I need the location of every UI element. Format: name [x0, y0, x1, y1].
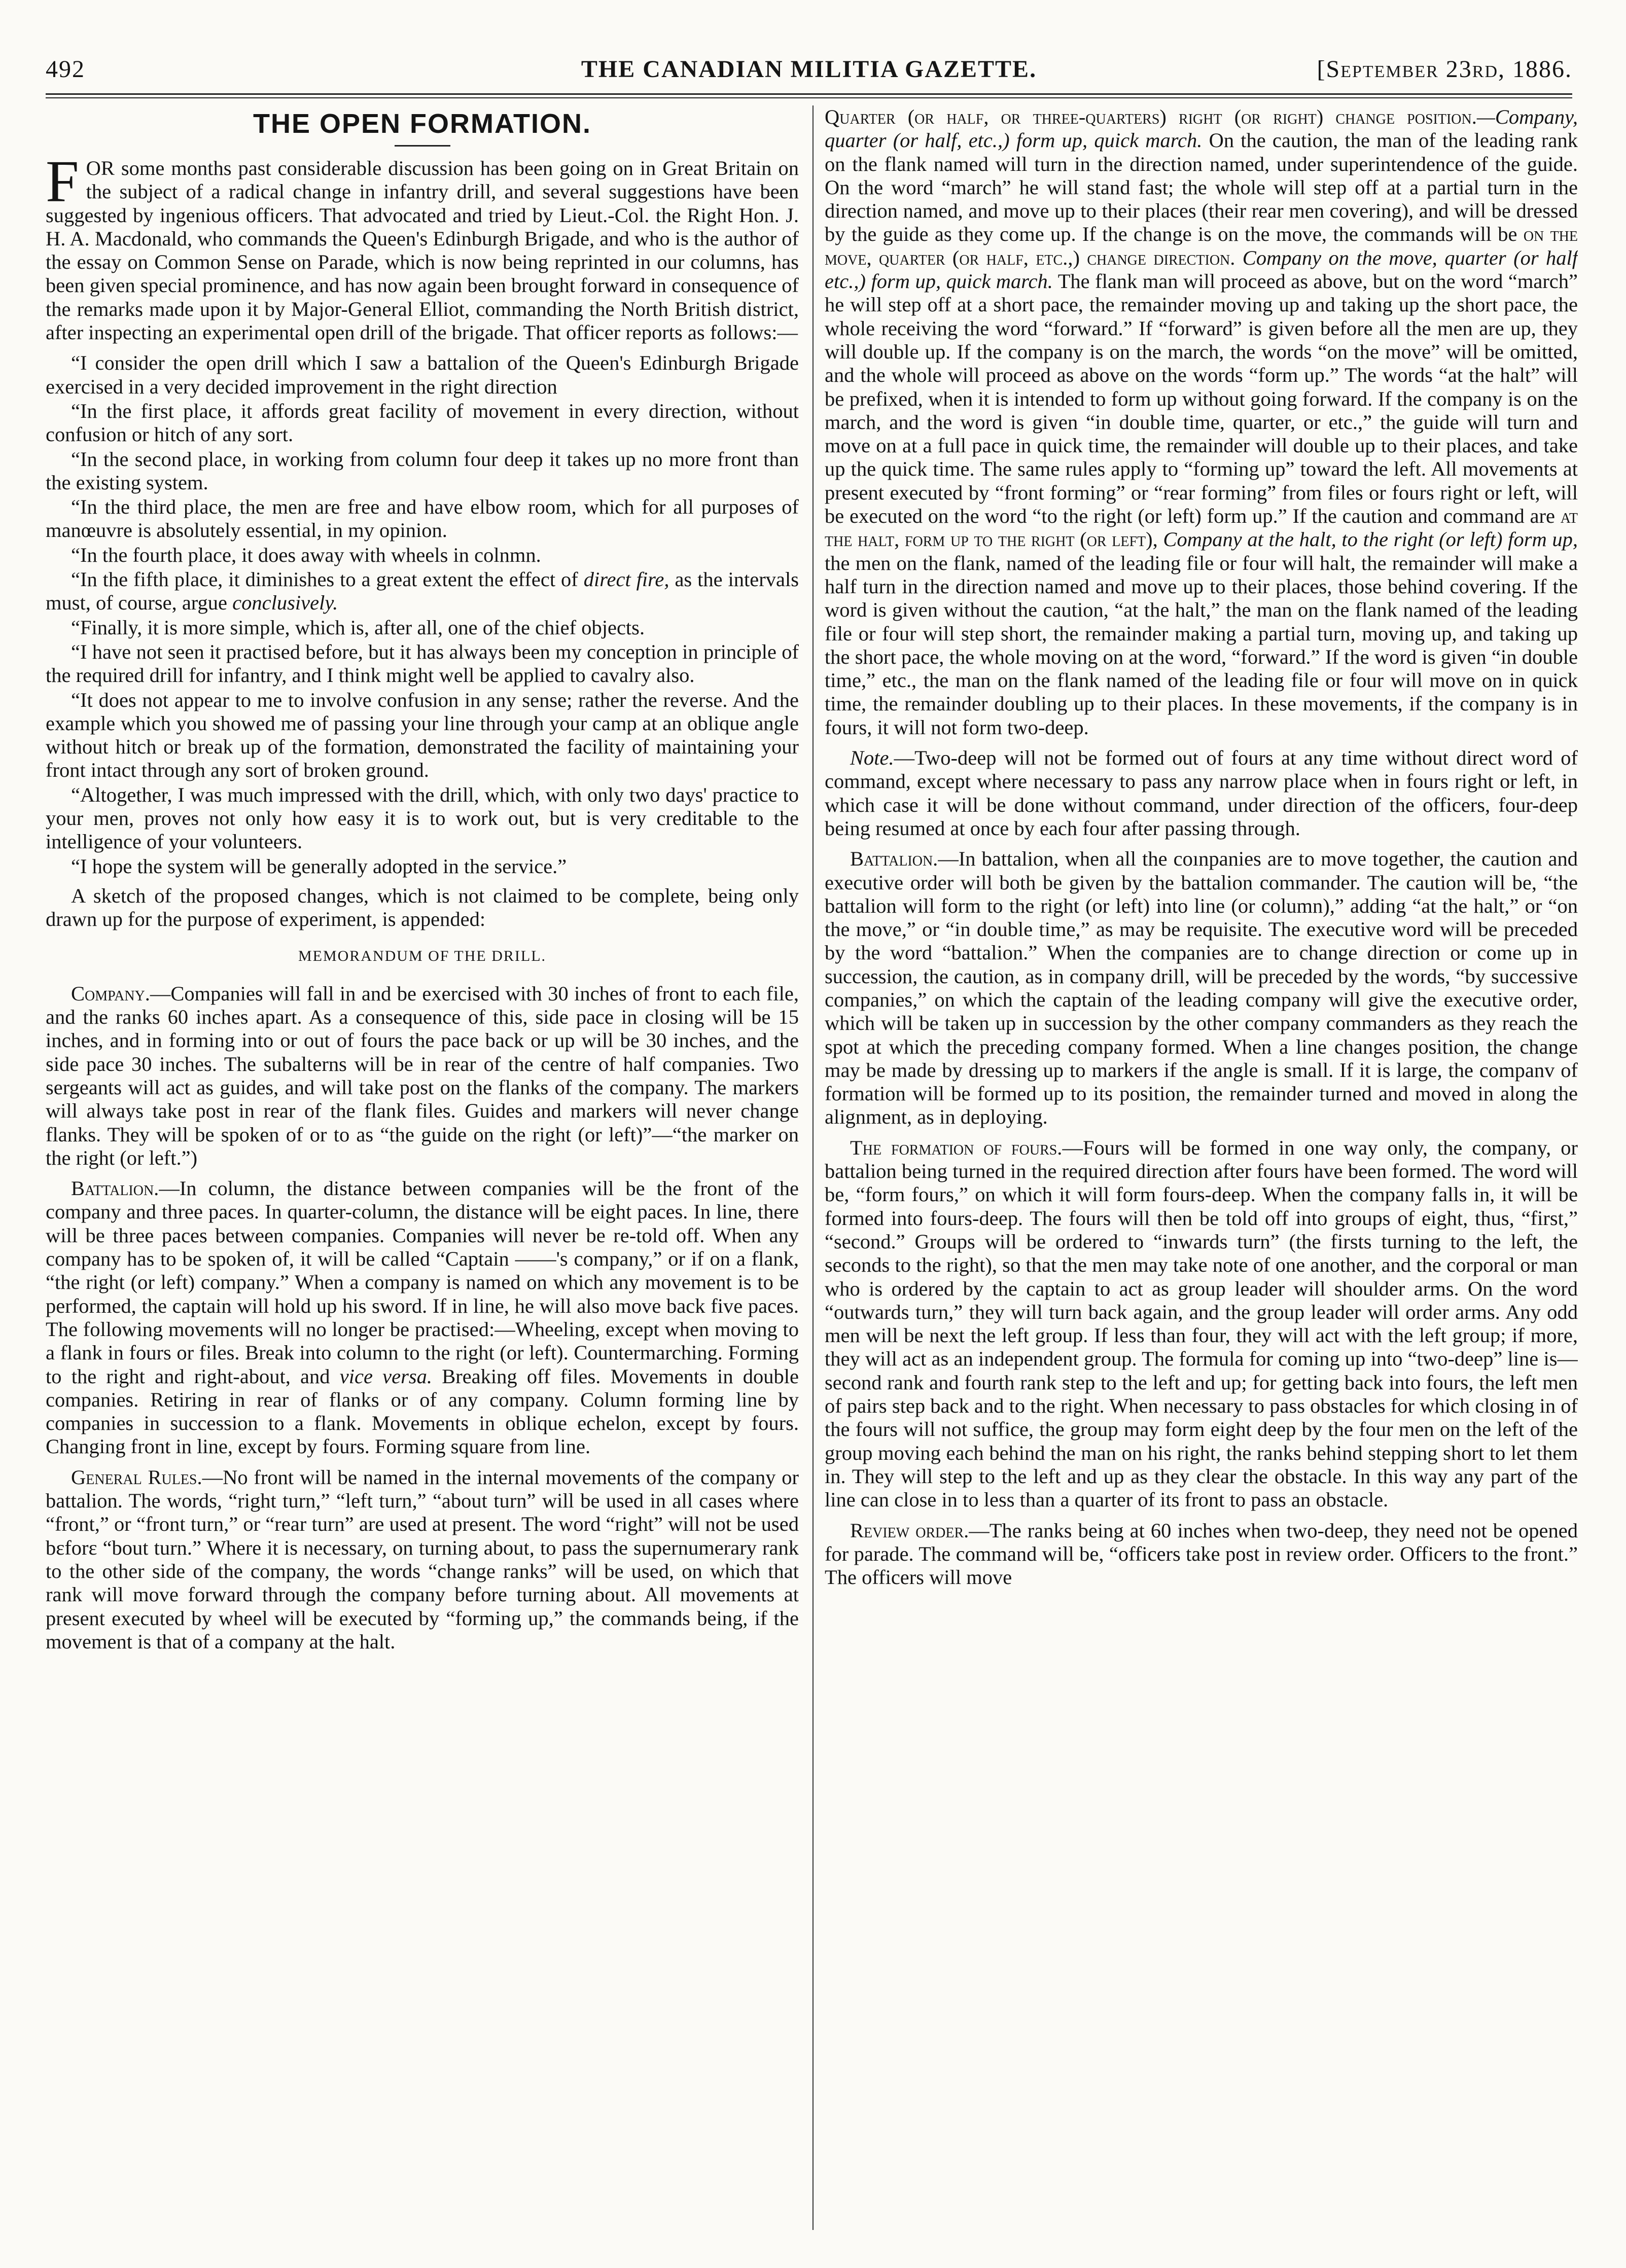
drop-cap: F — [46, 148, 79, 214]
right-column — [825, 105, 1578, 2230]
quote-paragraph: “I consider the open drill which I saw a battalion of the Queen's Edinburgh Brigade exercised in a very decided improvement in the right direction — [46, 351, 799, 398]
publication-title: THE CANADIAN MILITIA GAZETTE. — [581, 56, 1037, 83]
company-paragraph: Company.—Companies will fall in and be exercised with 30 inches of front to each file, and the ranks 60 inches apart. As a consequence of this, side pace in closing will be 15 inches, and in forming into or out of fours the pace back or up will be 30 inches, and the side pace 30 inches. The subalterns will be in rear of the centre of half companies. Two sergeants will act as guides, and will take post on the flanks of the company. The markers will always take post in rear of the flank files. Guides and markers will never change flanks. They will be spoken of or to as “the guide on the right (or left)”—“the marker on the right (or left.”) — [46, 982, 799, 1169]
formation-of-fours-paragraph: The formation of fours.—Fours will be formed in one way only, the company, or battalion being turned in the required direction after fours have been formed. The word will be, “form fours,” on which it will form fours-deep. When the company falls in, it will be formed into fours-deep. The fours will then be told off into groups of eight, thus, “first,” “second.” Groups will be ordered to “inwards turn” (the firsts turning to the left, the seconds to the right), so that the men may take note of one another, and the corporal or man who is ordered by the captain to act as group leader will shoulder arms. On the word “outwards turn,” they will turn back again, and the group leader will order arms. Any odd men will be next the left group. If less than four, they will act with the left group; if more, they will act as an independent group. The formula for coming up into “two-deep” line is—second rank and fourth rank step to the left and up; for getting back into fours, the left men of pairs step back and to the right. When necessary to pass obstacles for which closing in of the fours will not suffice, the group may form eight deep by the four men on the left of the group moving each behind the man on his right, the ranks behind stepping short to let them in. They will step to the left and up as they clear the obstacle. In this way any part of the line can close in to less than a quarter of its front to pass an obstacle. — [825, 1136, 1578, 1511]
note-label: Note. — [850, 746, 894, 770]
column-divider — [812, 105, 814, 2230]
section-label: Review order. — [850, 1519, 969, 1542]
title-rule — [395, 145, 450, 147]
intro-text: OR some months past considerable discussion has been going on in Great Britain on the subject of a radical change in infantry drill, and several suggestions have been suggested by ingenious officers. That advocated and tried by Lieut.-Col. the Right Hon. J. H. A. Macdonald, who commands the Queen's Edinburgh Brigade, and who is the author of the essay on Common Sense on Parade, which is now being reprinted in our columns, has been given special prominence, and has now again been brought forward in consequence of the remarks made upon it by Major-General Elliot, commanding the North British district, after inspecting an experimental open drill of the brigade. That officer reports as follows:— — [46, 157, 799, 344]
quote-paragraph: “It does not appear to me to involve confusion in any sense; rather the reverse. And the example which you showed me of passing your line through your camp at an oblique angle without hitch or break up of the formation, demonstrated the facility of maintaining your front intact through any sort of broken ground. — [46, 688, 799, 782]
quote-paragraph: “Altogether, I was much impressed with the drill, which, with only two days' practice to your men, proves not only how easy it is to work out, but is very creditable to the intelligence of your volunteers. — [46, 783, 799, 853]
sketch-paragraph: A sketch of the proposed changes, which is not claimed to be complete, being only drawn up for the purpose of experiment, is appended: — [46, 884, 799, 931]
quote-paragraph: “I have not seen it practised before, but it has always been my conception in principle of the required drill for infantry, and I think might well be applied to cavalry also. — [46, 640, 799, 687]
section-label: Battalion. — [71, 1177, 159, 1200]
section-label: General Rules. — [71, 1465, 202, 1489]
memorandum-heading: MEMORANDUM OF THE DRILL. — [298, 947, 547, 964]
battalion-paragraph: Battalion.—In battalion, when all the coınpanies are to move together, the caution and executive order will both be given by the battalion commander. The caution will be, “the battalion will form to the right (or left) into line (or column),” adding “at the halt,” or “on the move,” or “in double time,” as may be requisite. The executive word will be preceded by the word “battalion.” When the companies are to change direction or come up in succession, the caution, as in company drill, will be preceded by the words, “by successive companies,” on which the captain of the leading company will give the executive order, which will be taken up in succession by the other company commanders as they reach the spot at which the preceding company formed. When a line changes position, the change may be made by dressing up to markers if the angle is small. If it is large, the companv of formation will be formed up to its position, the remainder turned and moved in along the alignment, as in deploying. — [825, 847, 1578, 1129]
header-rule-thin — [46, 97, 1572, 98]
header-rule — [46, 93, 1572, 95]
section-label: Company. — [71, 982, 150, 1005]
intro-paragraph — [46, 148, 799, 344]
quote-paragraph: “In the fourth place, it does away with wheels in colnmn. — [71, 543, 541, 566]
quote-paragraph: “In the second place, in working from column four deep it takes up no more front than the existing system. — [46, 447, 799, 494]
quote-paragraph: “In the fifth place, it diminishes to a great extent the effect of direct fire, as the intervals must, of course, argue conclusively. — [46, 568, 799, 615]
quote-paragraph: “In the third place, the men are free and have elbow room, which for all purposes of manœuvre is absolutely essential, in my opinion. — [46, 495, 799, 542]
section-label: Quarter (or half, or three-quarters) right (or right) change position. — [825, 105, 1477, 128]
page-number: 492 — [46, 56, 85, 83]
note-paragraph: Note.—Two-deep will not be formed out of fours at any time without direct word of command, except where necessary to pass any narrow place when in fours right or left, in which case it will be done without command, under direction of the officers, four-deep being resumed at once by each four after passing through. — [825, 746, 1578, 840]
section-label: Battalion. — [850, 847, 938, 871]
quote-paragraph: “I hope the system will be generally adopted in the service.” — [71, 854, 567, 878]
page-header — [46, 47, 1572, 92]
section-label: The formation of fours. — [850, 1136, 1063, 1159]
quote-paragraph: “Finally, it is more simple, which is, after all, one of the chief objects. — [71, 616, 645, 639]
issue-date: [September 23rd, 1886. — [1317, 56, 1572, 83]
general-rules-paragraph: General Rules.—No front will be named in the internal movements of the company or battalion. The words, “right turn,” “left turn,” “about turn” will be used in all cases where “front,” or “front turn,” or “rear turn” are used at present. The word “right” will not be used bεforɛ “bout turn.” Where it is necessary, on turning about, to pass the supernumerary rank to the other side of the company, the words “change ranks” will be used, on which that rank will move forward through the company before turning about. All movements at present executed by wheel will be executed by “forming up,” the commands being, if the movement is that of a company at the halt. — [46, 1465, 799, 1653]
article-title: THE OPEN FORMATION. — [253, 109, 591, 139]
battalion-column-paragraph: Battalion.—In column, the distance between companies will be the front of the company and three paces. In quarter-column, the distance will be eight paces. In line, there will be three paces between companies. Companies will never be re-told off. When any company has to be spoken of, it will be called “Captain ——'s company,” or if on a flank, “the right (or left) company.” When a company is named on which any movement is to be performed, the captain will hold up his sword. If in line, he will also move back five paces. The following movements will no longer be practised:—Wheeling, except when moving to a flank in fours or files. Break into column to the right (or left). Countermarching. Forming to the right and right-about, and vice versa. Breaking off files. Movements in double companies. Retiring in rear of flanks or of any company. Column forming line by companies in succession to a flank. Movements in oblique echelon, except by fours. Changing front in line, except by fours. Forming square from line. — [46, 1177, 799, 1458]
quote-paragraph: “In the first place, it affords great facility of movement in every direction, without confusion or hitch of any sort. — [46, 399, 799, 446]
left-column — [46, 105, 799, 2230]
quarter-change-paragraph: Quarter (or half, or three-quarters) right (or right) change position.—Company, quarter (or half, etc.,) form up, quick march. On the caution, the man of the leading rank on the flank named will turn in the direction named, under superintendence of the guide. On the word “march” he will stand fast; the whole will step off at a partial turn in the direction named, and move up to their places (their rear men covering), and will be dressed by the guide as they come up. If the change is on the move, the commands will be on the move, quarter (or half, etc.,) change direction. Company on the move, quarter (or half etc.,) form up, quick march. The flank man will proceed as above, but on the word “march” he will step off at a short pace, the remainder moving up and taking up the short pace, the whole receiving the word “forward.” If “forward” is given before all the men are up, they will double up. If the company is on the march, the words “on the move” will be omitted, and the whole will proceed as above on the words “form up.” The words “at the halt” will be prefixed, when it is intended to form up without going forward. If the company is on the march, and the word is given “in double time, quarter, or etc.,” the guide will turn and move on at a full pace in quick time, the remainder will double up to their places, and take up the quick time. The same rules apply to “forming up” toward the left. All movements at present executed by “front forming” or “rear forming” from files or fours right or left, will be executed on the word “to the right (or left) form up.” If the caution and command are at the halt, form up to the right (or left), Company at the halt, to the right (or left) form up, the men on the flank, named of the leading file or four will halt, the remainder will make a half turn in the direction named and move up to their places, those behind covering. If the word is given without the caution, “at the halt,” the man on the flank named of the leading file or four will step short, the remainder making a partial turn, moving up, and taking up the short pace, the whole moving on at the word, “forward.” If the word is given “in double time,” etc., the man on the flank named of the leading file or four will move on in quick time, the remainder doubling up to their places. In these movements, if the company is in fours, it will not form two-deep. — [825, 105, 1578, 739]
review-order-paragraph: Review order.—The ranks being at 60 inches when two-deep, they need not be opened for parade. The command will be, “officers take post in review order. Officers to the front.” The officers will move — [825, 1519, 1578, 1589]
